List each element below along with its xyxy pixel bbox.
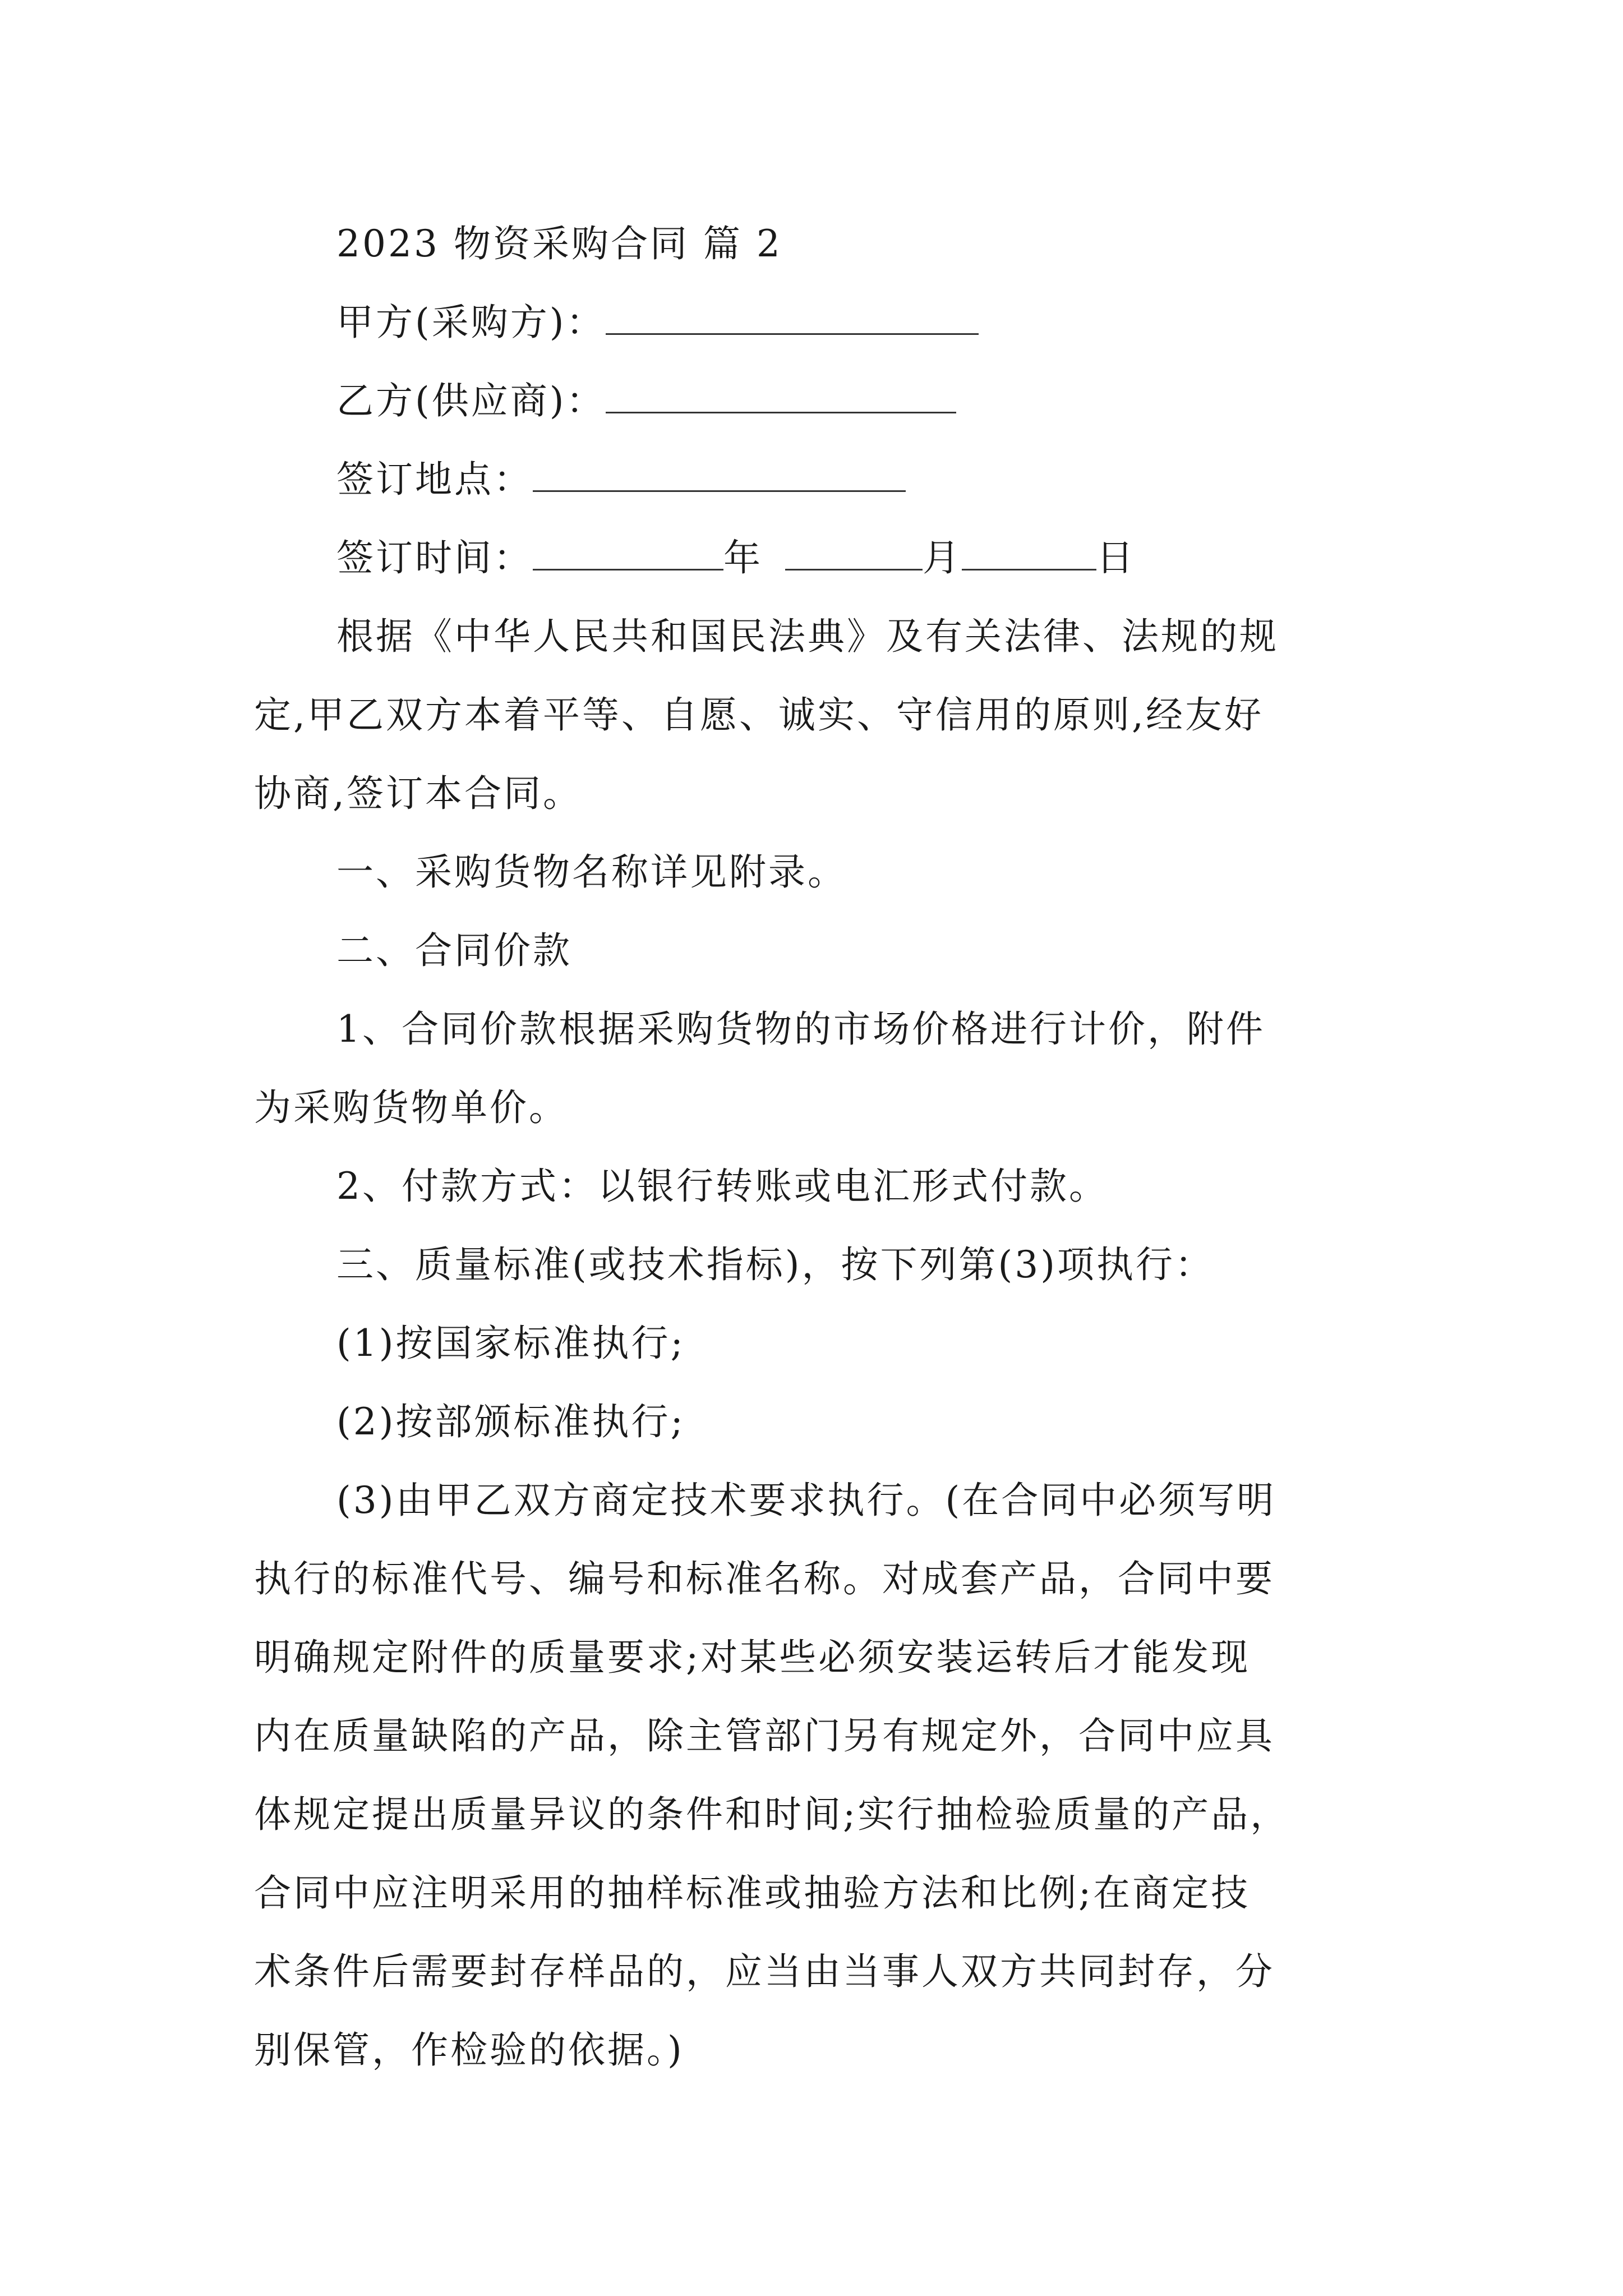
day-blank [962, 536, 1096, 570]
quality-item-3-line-4: 内在质量缺陷的产品，除主管部门另有规定外，合同中应具 [254, 1714, 1275, 1757]
section-3: 三、质量标准(或技术指标)，按下列第(3)项执行： [336, 1243, 1214, 1286]
year-label: 年 [723, 536, 763, 579]
quality-item-3-line-8: 别保管，作检验的依据。) [254, 2028, 684, 2072]
quality-item-3-line-1: (3)由甲乙双方商定技术要求执行。(在合同中必须写明 [336, 1479, 1276, 1522]
time-line [336, 536, 1136, 581]
quality-item-1: (1)按国家标准执行; [336, 1322, 685, 1365]
quality-item-3-line-5: 体规定提出质量异议的条件和时间;实行抽检验质量的产品， [254, 1793, 1290, 1836]
party-a-blank [606, 301, 979, 335]
section-1: 一、采购货物名称详见附录。 [336, 850, 847, 894]
intro-line-2: 定,甲乙双方本着平等、自愿、诚实、守信用的原则,经友好 [254, 693, 1264, 737]
place-line [336, 457, 906, 502]
year-blank [533, 536, 723, 570]
price-item-1-line-2: 为采购货物单价。 [254, 1086, 568, 1129]
party-a-label: 甲方(采购方)： [336, 301, 606, 344]
quality-item-3-line-7: 术条件后需要封存样品的，应当由当事人双方共同封存，分 [254, 1950, 1275, 1993]
intro-line-3: 协商,签订本合同。 [254, 772, 582, 815]
day-label: 日 [1096, 536, 1136, 579]
price-item-2: 2、付款方式：以银行转账或电汇形式付款。 [336, 1165, 1108, 1208]
intro-line-1: 根据《中华人民共和国民法典》及有关法律、法规的规 [336, 615, 1279, 658]
document-title: 2023 物资采购合同 篇 2 [336, 222, 782, 265]
party-b-label: 乙方(供应商)： [336, 379, 606, 422]
quality-item-3-line-6: 合同中应注明采用的抽样标准或抽验方法和比例;在商定技 [254, 1871, 1251, 1915]
party-b-line [336, 379, 956, 424]
quality-item-3-line-2: 执行的标准代号、编号和标准名称。对成套产品，合同中要 [254, 1557, 1275, 1600]
place-blank [533, 458, 906, 492]
time-label: 签订时间： [336, 536, 533, 579]
quality-item-3-line-3: 明确规定附件的质量要求;对某些必须安装运转后才能发现 [254, 1636, 1251, 1679]
section-2: 二、合同价款 [336, 929, 572, 972]
quality-item-2: (2)按部颁标准执行; [336, 1400, 685, 1443]
party-a-line [336, 300, 979, 345]
month-label: 月 [923, 536, 962, 579]
price-item-1-line-1: 1、合同价款根据采购货物的市场价格进行计价，附件 [336, 1007, 1265, 1051]
place-label: 签订地点： [336, 458, 533, 501]
party-b-blank [606, 379, 956, 413]
month-blank [785, 536, 923, 570]
